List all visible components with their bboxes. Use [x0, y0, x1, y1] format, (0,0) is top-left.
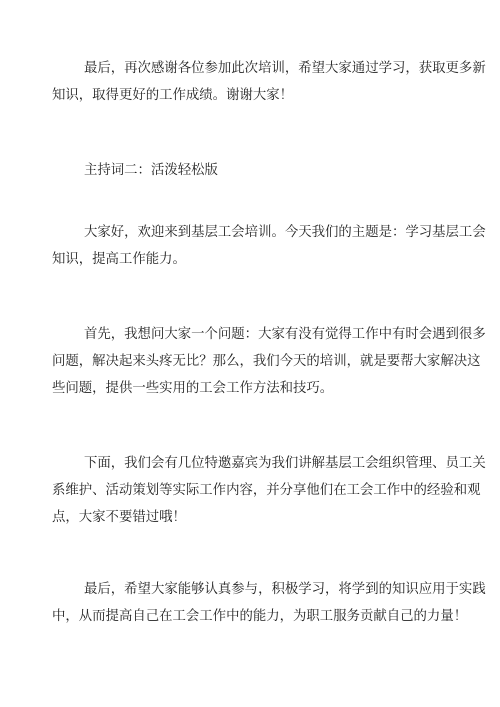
heading-line: 主持词二：活泼轻松版 — [84, 163, 218, 178]
paragraph-line: 点，大家不要错过哦！ — [52, 510, 186, 525]
closing-paragraph — [52, 55, 486, 109]
welcome-paragraph — [52, 219, 486, 273]
guests-paragraph — [52, 450, 486, 531]
paragraph-line: 最后，希望大家能够认真参与，积极学习，将学到的知识应用于实践 — [84, 582, 486, 597]
paragraph-line: 中，从而提高自己在工会工作中的能力，为职工服务贡献自己的力量！ — [52, 609, 468, 624]
paragraph-line: 大家好，欢迎来到基层工会培训。今天我们的主题是：学习基层工会 — [84, 225, 486, 240]
paragraph-line: 知识，提高工作能力。 — [52, 252, 186, 267]
paragraph-line: 最后，再次感谢各位参加此次培训，希望大家通过学习，获取更多新 — [84, 61, 486, 76]
final-paragraph — [52, 576, 486, 630]
paragraph-line: 首先，我想问大家一个问题：大家有没有觉得工作中有时会遇到很多 — [84, 327, 486, 342]
question-paragraph — [52, 321, 486, 402]
paragraph-line: 知识，取得更好的工作成绩。谢谢大家！ — [52, 88, 294, 103]
paragraph-line: 系维护、活动策划等实际工作内容，并分享他们在工会工作中的经验和观 — [52, 483, 481, 498]
paragraph-line: 问题，解决起来头疼无比？那么，我们今天的培训，就是要帮大家解决这 — [52, 354, 481, 369]
section-heading — [84, 157, 436, 184]
paragraph-line: 下面，我们会有几位特邀嘉宾为我们讲解基层工会组织管理、员工关 — [84, 456, 486, 471]
paragraph-line: 些问题，提供一些实用的工会工作方法和技巧。 — [52, 381, 334, 396]
